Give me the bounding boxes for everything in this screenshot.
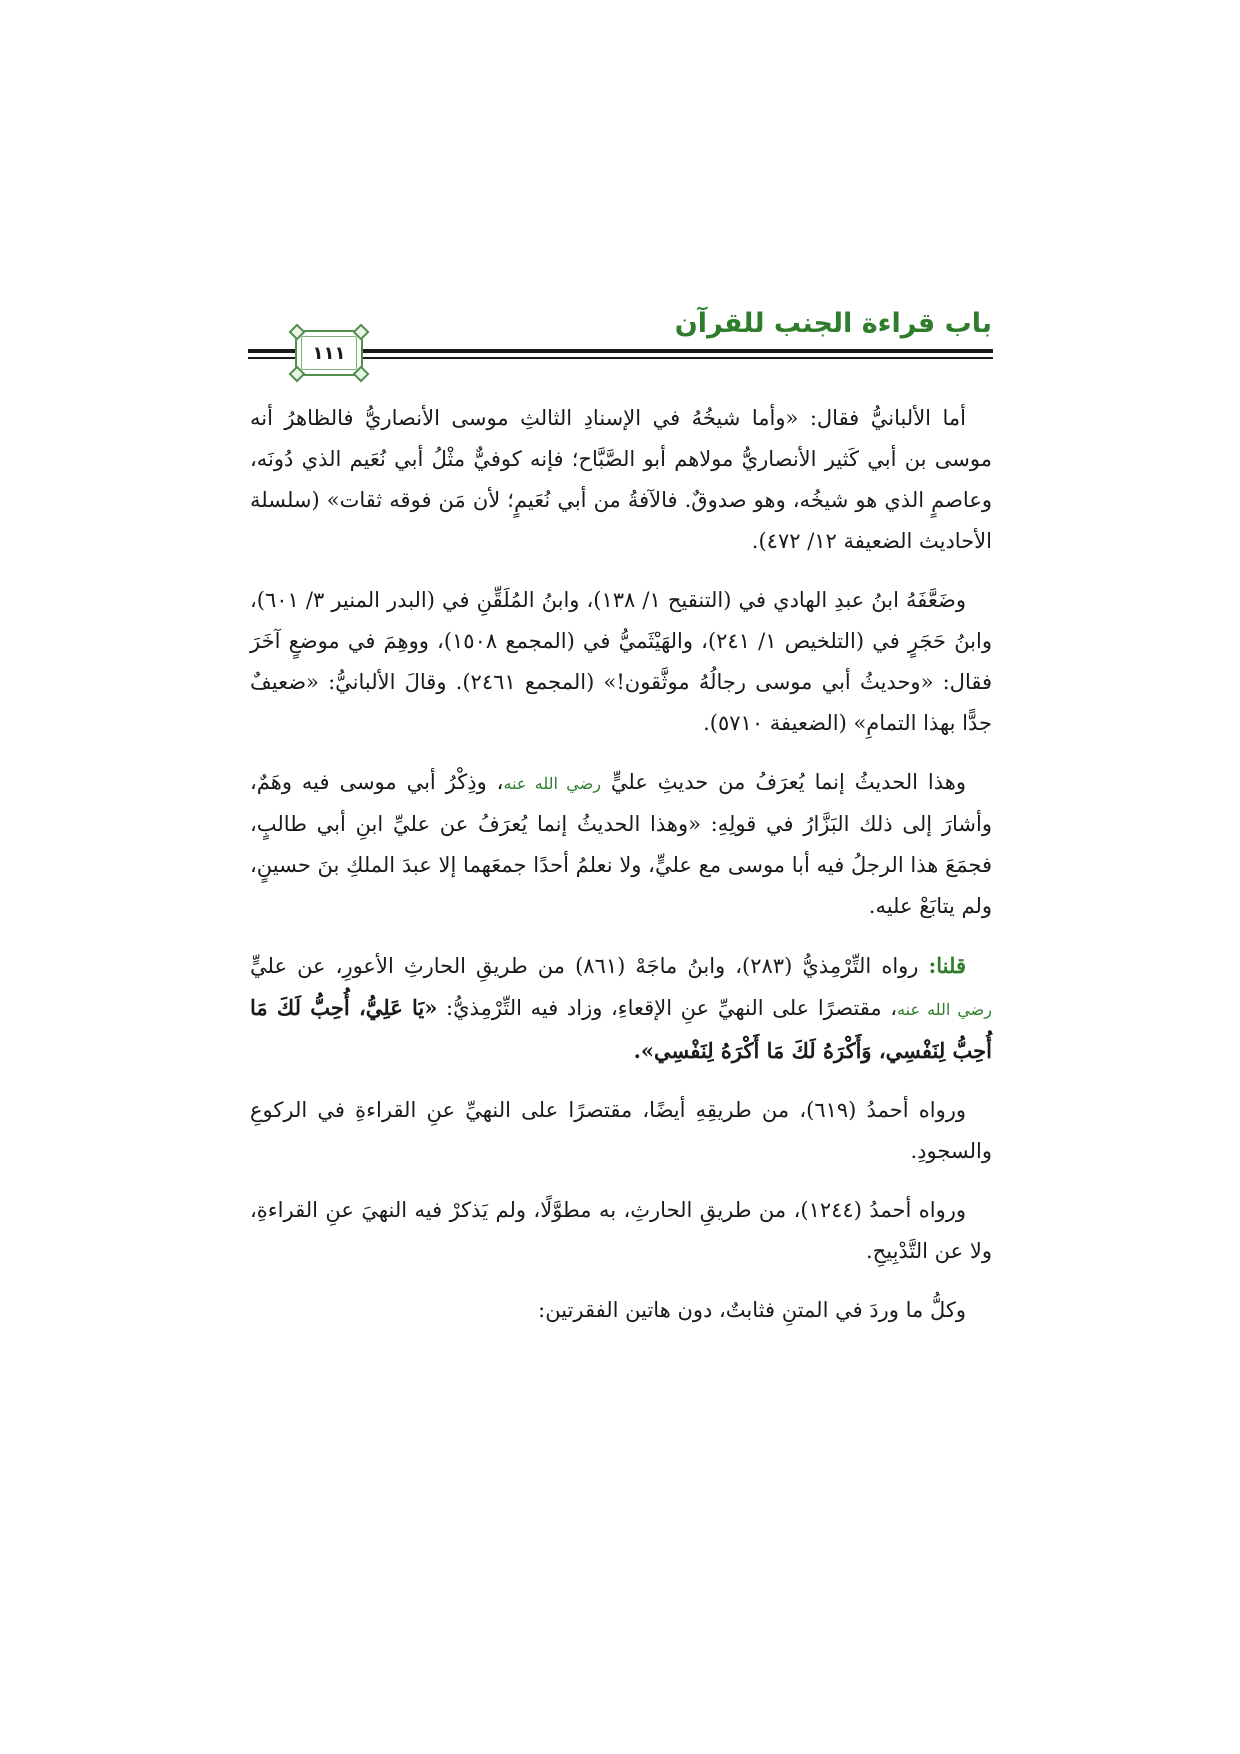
honorific-ligature: رضي الله عنه	[503, 774, 601, 793]
ornament-corner-icon	[353, 366, 370, 383]
page-number: ١١١	[312, 342, 346, 364]
ornament-corner-icon	[289, 366, 306, 383]
chapter-title: باب قراءة الجنب للقرآن	[674, 308, 992, 339]
hadith-quote: «يَا عَلِيُّ، أُحِبُّ لَكَ مَا أُحِبُّ لِنَفْسِي، وَأَكْرَهُ لَكَ مَا أَكْرَهُ لِنَفْسِي».	[250, 995, 992, 1063]
paragraph-2: وضَعَّفَهُ ابنُ عبدِ الهادي في (التنقيح ١/ ١٣٨)، وابنُ المُلَقِّنِ في (البدر المنير ٣/ ٦٠١)، وابنُ حَجَرٍ في (التلخيص ١/ ٢٤١)، والهَيْثَميُّ في (المجمع ١٥٠٨)، ووهِمَ في موضعٍ آخَرَ فقال: «وحديثُ أبي موسى رجالُهُ موثَّقون!» (المجمع ٢٤٦١). وقالَ الألبانيُّ: «ضعيفٌ جدًّا بهذا التمامِ» (الضعيفة ٥٧١٠).	[250, 588, 993, 735]
honorific-ligature: رضي الله عنه	[897, 1000, 992, 1019]
paragraph-6: ورواه أحمدُ (١٢٤٤)، من طريقِ الحارثِ، به مطوَّلًا، ولم يَذكرْ فيه النهيَ عنِ القراءةِ، ولا عن التَّدْبِيحِ.	[250, 1198, 992, 1263]
paragraph-3-text-b: ، وذِكْرُ أبي موسى فيه وهَمٌ، وأشارَ إلى ذلك البَزَّارُ في قولِهِ: «وهذا الحديثُ إنما يُعرَفُ عن عليِّ ابنِ أبي طالبٍ، فجمَعَ هذا الرجلُ فيه أبا موسى مع عليٍّ، ولا نعلمُ أحدًا جمعَهما إلا عبدَ الملكِ بنَ حسينٍ، ولم يتابَعْ عليه.	[250, 770, 992, 918]
paragraph-5: ورواه أحمدُ (٦١٩)، من طريقِهِ أيضًا، مقتصرًا على النهيِّ عنِ القراءةِ في الركوعِ والسجودِ.	[250, 1098, 992, 1163]
body-text	[250, 398, 992, 1331]
paragraph-4-text-a: رواه التِّرْمِذيُّ (٢٨٣)، وابنُ ماجَهْ (٨٦١) من طريقِ الحارثِ الأعورِ، عن عليٍّ	[250, 954, 929, 978]
paragraph-1: أما الألبانيُّ فقال: «وأما شيخُهُ في الإسنادِ الثالثِ موسى الأنصاريُّ فالظاهرُ أنه موسى بن أبي كَثير الأنصاريُّ مولاهم أبو الصَّبَّاح؛ فإنه كوفيٌّ مثْلُ أبي نُعَيم الذي دُونَه، وعاصمٍ الذي هو شيخُه، وهو صدوقٌ. فالآفةُ من أبي نُعَيمٍ؛ لأن مَن فوقه ثقات» (سلسلة الأحاديث الضعيفة ١٢/ ٤٧٢).	[250, 406, 992, 553]
paragraph-7: وكلُّ ما وردَ في المتنِ فثابتٌ، دون هاتين الفقرتين:	[538, 1298, 966, 1322]
qulna-label: قلنا:	[928, 953, 966, 978]
ornament-corner-icon	[289, 324, 306, 341]
paragraph-4-text-b: ، مقتصرًا على النهيِّ عنِ الإقعاءِ، وزاد فيه التِّرْمِذيُّ:	[446, 996, 898, 1020]
paragraph-3	[250, 762, 992, 927]
paragraph-3-text-a: وهذا الحديثُ إنما يُعرَفُ من حديثِ عليٍّ	[610, 770, 966, 794]
page-number-frame	[295, 330, 363, 376]
ornament-corner-icon	[353, 324, 370, 341]
paragraph-4	[250, 945, 992, 1072]
